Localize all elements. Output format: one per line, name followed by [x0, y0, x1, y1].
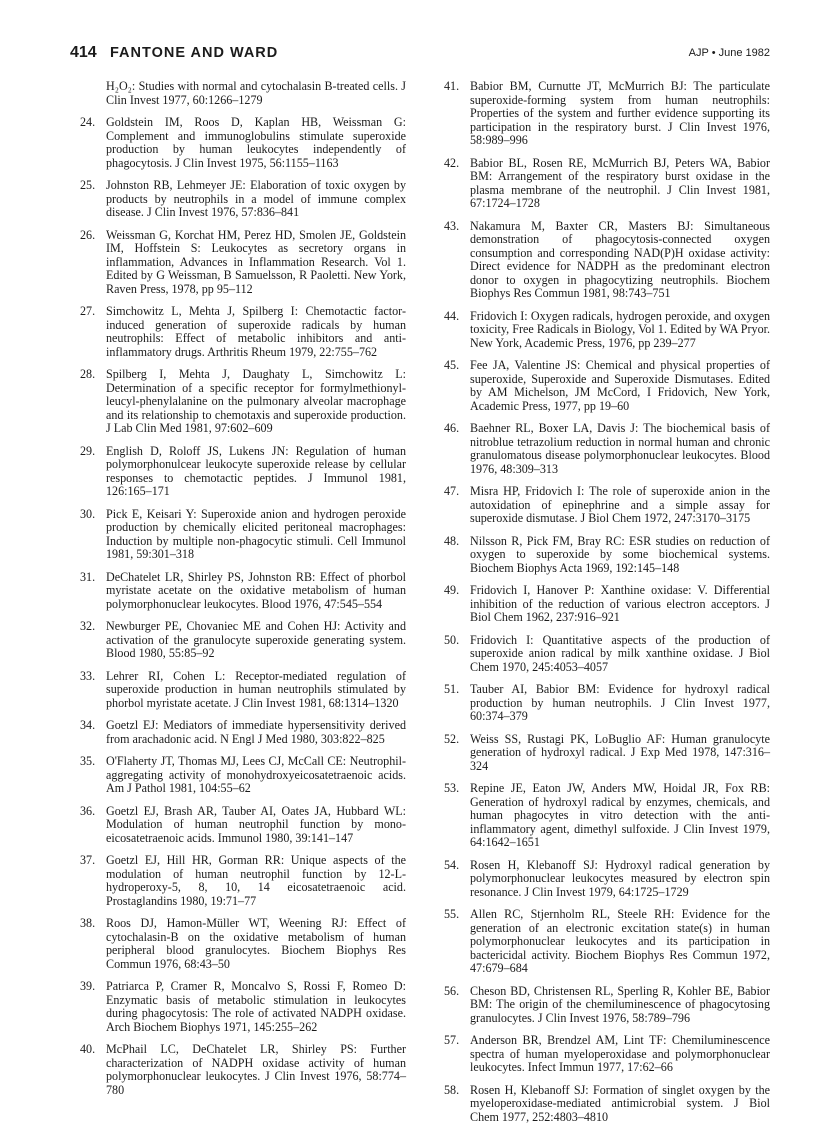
- reference-number: 25.: [80, 178, 96, 192]
- reference-number: 58.: [444, 1082, 460, 1097]
- reference-number: 53.: [444, 781, 460, 795]
- reference-text: Weissman G, Korchat HM, Perez HD, Smolen JE, Goldstein IM, Hoffstein S: Leukocytes as secretory organs in inflammation, Advances in Inflammation Research. Vol 1. Edited by G Weissman, B Samuelsson, R Paoletti. New York, Raven Press, 1978, pp 95–112: [106, 227, 406, 296]
- reference-item: [444, 908, 770, 976]
- reference-number: 45.: [444, 358, 460, 372]
- reference-text: English D, Roloff JS, Lukens JN: Regulation of human polymorphonulcear leukocyte superoxide release by cellular responses to chemotactic peptides. J Immunol 1981, 126:165–171: [106, 443, 406, 498]
- reference-item: [444, 584, 770, 625]
- reference-number: 36.: [80, 803, 96, 818]
- reference-item: [80, 620, 406, 661]
- reference-item: [444, 985, 770, 1026]
- reference-number: 33.: [80, 668, 96, 683]
- reference-text: Repine JE, Eaton JW, Anders MW, Hoidal JR, Fox RB: Generation of hydroxyl radical by enzymes, chemicals, and human phagocytes in vitro detection with the anti-inflammatory agent, dimethyl sulfoxide. J Clin Invest 1979, 64:1642–1651: [470, 781, 770, 849]
- reference-text: Goldstein IM, Roos D, Kaplan HB, Weissman G: Complement and immunoglobulins stimulate superoxide production by human leukocytes independently of phagocytosis. J Clin Invest 1975, 56:1155–1163: [106, 115, 406, 170]
- reference-number: 32.: [80, 619, 96, 633]
- reference-number: 24.: [80, 115, 96, 129]
- reference-number: 29.: [80, 443, 96, 458]
- reference-text: Spilberg I, Mehta J, Daughaty L, Simchowitz L: Determination of a specific receptor for formylmethionyl-leucyl-phenylalanine on the pulmonary alveolar macrophage and its relationship to chemotaxis and superoxide production. J Lab Clin Med 1981, 97:602–609: [106, 367, 406, 435]
- reference-text: Johnston RB, Lehmeyer JE: Elaboration of toxic oxygen by products by neutrophils in a model of immune complex disease. J Clin Invest 1976, 57:836–841: [106, 178, 406, 219]
- reference-number: 46.: [444, 421, 460, 435]
- reference-item: [444, 422, 770, 476]
- reference-text: Rosen H, Klebanoff SJ: Hydroxyl radical generation by polymorphonuclear leukocytes measured by electron spin resonance. J Clin Invest 1979, 64:1725–1729: [470, 857, 770, 899]
- reference-item: [80, 719, 406, 746]
- reference-text: Goetzl EJ, Brash AR, Tauber AI, Oates JA, Hubbard WL: Modulation of human neutrophil function by mono-eicosatetraenoic acids. Immunol 1980, 39:141–147: [106, 803, 406, 845]
- reference-number: 47.: [444, 484, 460, 498]
- reference-text: Goetzl EJ: Mediators of immediate hypersensitivity derived from arachadonic acid. N Engl J Med 1980, 303:822–825: [106, 718, 406, 746]
- running-head-authors: FANTONE AND WARD: [110, 45, 279, 61]
- reference-number: 37.: [80, 853, 96, 867]
- reference-number: 49.: [444, 583, 460, 597]
- reference-text: Cheson BD, Christensen RL, Sperling R, Kohler BE, Babior BM: The origin of the chemiluminescence of phagocytosing granulocytes. J Clin Invest 1976, 58:789–796: [470, 983, 770, 1025]
- reference-text: Pick E, Keisari Y: Superoxide anion and hydrogen peroxide production by chemically elicited peritoneal macrophages: Induction by multiple non-phagocytic stimuli. Cell Immunol 1981, 59:301–318: [106, 506, 406, 561]
- reference-text: Anderson BR, Brendzel AM, Lint TF: Chemiluminescence spectra of human myeloperoxidase and polymorphonuclear leukocytes. Infect Immun 1977, 17:62–66: [470, 1033, 770, 1074]
- reference-item: [80, 980, 406, 1034]
- reference-text: Roos DJ, Hamon-Müller WT, Weening RJ: Effect of cytochalasin-B on the oxidative metabolism of human peripheral blood granulocytes. Biochem Biophys Res Commun 1976, 68:43–50: [106, 916, 406, 971]
- reference-item: [444, 859, 770, 900]
- reference-item: [444, 1084, 770, 1125]
- reference-item: [80, 368, 406, 436]
- reference-number: 28.: [80, 367, 96, 381]
- reference-text: O'Flaherty JT, Thomas MJ, Lees CJ, McCall CE: Neutrophil-aggregating activity of monohydroxyeicosatetraenoic acids. Am J Pathol 1981, 104:55–62: [106, 754, 406, 795]
- reference-text: Baehner RL, Boxer LA, Davis J: The biochemical basis of nitroblue tetrazolium reduction in normal human and chronic granulomatous disease polymorphonuclear leukocytes. Blood 1976, 48:309–313: [470, 421, 770, 476]
- reference-number: 35.: [80, 754, 96, 768]
- reference-text: Fridovich I: Quantitative aspects of the production of superoxide anion radical by milk xanthine oxidase. J Biol Chem 1970, 245:4053–4057: [470, 632, 770, 674]
- reference-item: [444, 782, 770, 850]
- reference-number: 31.: [80, 569, 96, 584]
- reference-item: [80, 571, 406, 612]
- reference-item: [444, 683, 770, 724]
- right-reference-list: [444, 80, 770, 1124]
- reference-text: DeChatelet LR, Shirley PS, Johnston RB: Effect of phorbol myristate acetate on the oxidative metabolism of human polymorphonuclear leukocytes. Blood 1976, 47:545–554: [106, 569, 406, 611]
- running-head-journal: AJP • June 1982: [688, 47, 770, 59]
- reference-number: 51.: [444, 682, 460, 696]
- reference-item: [80, 805, 406, 846]
- reference-item: [444, 310, 770, 351]
- reference-number: 34.: [80, 718, 96, 732]
- reference-item: [444, 359, 770, 413]
- left-reference-column: [80, 80, 406, 1106]
- reference-number: 50.: [444, 632, 460, 647]
- reference-number: 57.: [444, 1033, 460, 1047]
- reference-text: Rosen H, Klebanoff SJ: Formation of singlet oxygen by the myeloperoxidase-mediated antimicrobial system. J Biol Chem 1977, 252:4803–4810: [470, 1082, 770, 1124]
- reference-item: [80, 116, 406, 170]
- reference-item: [444, 485, 770, 526]
- reference-text: McPhail LC, DeChatelet LR, Shirley PS: Further characterization of NADPH oxidase activity of human polymorphonuclear leukocytes. J Clin Invest 1976, 58:774–780: [106, 1042, 406, 1097]
- reference-number: 54.: [444, 857, 460, 872]
- reference-item: [80, 179, 406, 220]
- reference-continuation: H₂O₂: Studies with normal and cytochalasin B-treated cells. J Clin Invest 1977, 60:1266–1279: [106, 79, 406, 107]
- reference-item: [80, 229, 406, 297]
- reference-item: [444, 535, 770, 576]
- reference-item: [80, 917, 406, 971]
- reference-item: [444, 220, 770, 301]
- reference-item: [80, 1043, 406, 1097]
- reference-text: Babior BM, Curnutte JT, McMurrich BJ: The particulate superoxide-forming system from human neutrophils: Properties of the system and further evidence supporting its participation in the respiratory burst. J Clin Invest 1976, 58:989–996: [470, 79, 770, 147]
- reference-number: 38.: [80, 916, 96, 930]
- reference-item: [80, 508, 406, 562]
- reference-number: 41.: [444, 79, 460, 93]
- reference-item: [444, 157, 770, 211]
- reference-number: 42.: [444, 155, 460, 170]
- reference-item: [80, 305, 406, 359]
- reference-item: [444, 733, 770, 774]
- left-reference-list: [80, 116, 406, 1097]
- reference-text: Fee JA, Valentine JS: Chemical and physical properties of superoxide, Superoxide and Superoxide Dismutases. Edited by AM Michelson, JM McCord, I Fridovich, New York, Academic Press, 1977, pp 19–60: [470, 358, 770, 413]
- reference-text: Nakamura M, Baxter CR, Masters BJ: Simultaneous demonstration of phagocytosis-connected oxygen consumption and corresponding NAD(P)H oxidase activity: Direct evidence for NADPH as the predominant electron donor to oxygen in phagocytizing neutrophils. Biochem Biophys Res Commun 1981, 98:743–751: [470, 218, 770, 300]
- reference-number: 56.: [444, 983, 460, 998]
- reference-item: [80, 670, 406, 711]
- reference-item: [80, 854, 406, 908]
- reference-number: 27.: [80, 304, 96, 318]
- page-number: 414: [70, 44, 97, 61]
- page-header: [70, 44, 770, 68]
- reference-number: 39.: [80, 979, 96, 993]
- reference-text: Babior BL, Rosen RE, McMurrich BJ, Peters WA, Babior BM: Arrangement of the respiratory burst oxidase in the plasma membrane of the neutrophil. J Clin Invest 1981, 67:1724–1728: [470, 155, 770, 210]
- reference-item: [80, 445, 406, 499]
- reference-number: 48.: [444, 533, 460, 548]
- reference-number: 26.: [80, 227, 96, 242]
- reference-text: Weiss SS, Rustagi PK, LoBuglio AF: Human granulocyte generation of hydroxyl radical. J Exp Med 1978, 147:316–324: [470, 731, 770, 773]
- reference-item: [444, 80, 770, 148]
- reference-number: 44.: [444, 308, 460, 323]
- reference-text: Misra HP, Fridovich I: The role of superoxide anion in the autoxidation of epinephrine and a simple assay for superoxide dismutase. J Biol Chem 1972, 247:3170–3175: [470, 484, 770, 525]
- reference-item: [444, 1034, 770, 1075]
- reference-number: 55.: [444, 907, 460, 921]
- reference-text: Newburger PE, Chovaniec ME and Cohen HJ: Activity and activation of the granulocyte superoxide generating system. Blood 1980, 55:85–92: [106, 619, 406, 660]
- reference-number: 52.: [444, 731, 460, 746]
- reference-number: 43.: [444, 218, 460, 233]
- right-reference-column: [444, 80, 770, 1133]
- reference-text: Tauber AI, Babior BM: Evidence for hydroxyl radical production by human neutrophils. J Clin Invest 1977, 60:374–379: [470, 682, 770, 723]
- reference-text: Simchowitz L, Mehta J, Spilberg I: Chemotactic factor-induced generation of superoxide radicals by human neutrophils: Effect of metabolic inhibitors and anti-inflammatory drugs. Arthritis Rheum 1979, 22:755–762: [106, 304, 406, 359]
- reference-text: Nilsson R, Pick FM, Bray RC: ESR studies on reduction of oxygen to superoxide by some biochemical systems. Biochem Biophys Acta 1969, 192:145–148: [470, 533, 770, 575]
- reference-text: Fridovich I, Hanover P: Xanthine oxidase: V. Differential inhibition of the reduction of various electron acceptors. J Biol Chem 1962, 237:916–921: [470, 583, 770, 624]
- reference-item: [444, 634, 770, 675]
- reference-number: 30.: [80, 506, 96, 521]
- reference-text: Allen RC, Stjernholm RL, Steele RH: Evidence for the generation of an electronic excitation state(s) in human polymorphonuclear leukocytes and its participation in bactericidal activity. Biochem Biophys Res Commun 1972, 47:679–684: [470, 907, 770, 975]
- reference-number: 40.: [80, 1042, 96, 1056]
- reference-item: [80, 755, 406, 796]
- reference-text: Goetzl EJ, Hill HR, Gorman RR: Unique aspects of the modulation of human neutrophil function by 12-L-hydroperoxy-5, 8, 10, 14 eicosatetraenoic acid. Prostaglandins 1980, 19:71–77: [106, 853, 406, 908]
- reference-text: Patriarca P, Cramer R, Moncalvo S, Rossi F, Romeo D: Enzymatic basis of metabolic stimulation in leukocytes during phagocytosis: The role of activated NADPH oxidase. Arch Biochem Biophys 1971, 145:255–262: [106, 979, 406, 1034]
- reference-text: Fridovich I: Oxygen radicals, hydrogen peroxide, and oxygen toxicity, Free Radicals in Biology, Vol 1. Edited by WA Pryor. New York, Academic Press, 1976, pp 239–277: [470, 308, 770, 350]
- reference-text: Lehrer RI, Cohen L: Receptor-mediated regulation of superoxide production in human neutrophils stimulated by phorbol myristate acetate. J Clin Invest 1981, 68:1314–1320: [106, 668, 406, 710]
